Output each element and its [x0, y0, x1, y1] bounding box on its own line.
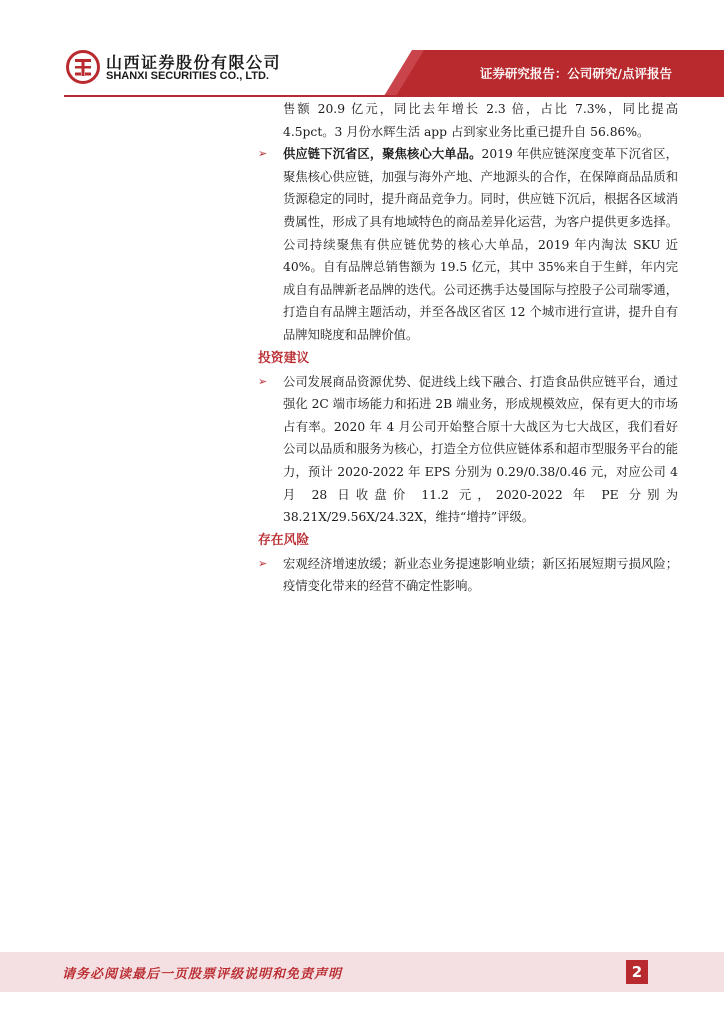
- supply-chain-lead: 供应链下沉省区，聚焦核心大单品。: [283, 146, 482, 162]
- company-name-en: SHANXI SECURITIES CO., LTD.: [106, 70, 269, 82]
- investment-text: 公司发展商品资源优势、促进线上线下融合、打造食品供应链平台，通过强化 2C 端市场能力和拓进 2B 端业务，形成规模效应，保有更大的市场占有率。2020 年 4 月公司开始整合原十大战区为七大战区，我们看好公司以品质和服务为核心，打造全方位供应链体系和超市型服务平台的能力，预计 2020-2022 年 EPS 分别为 0.29/0.38/0.46 元，对应公司 4 月 28 日收盘价 11.2 元，2020-2022 年 PE 分别为 38.21X/29.56X/24.32X，维持“增持”评级。: [283, 374, 678, 525]
- header-divider: [64, 95, 724, 97]
- page-footer: [0, 952, 724, 992]
- shanxi-securities-logo-icon: [66, 50, 100, 84]
- investment-paragraph: [258, 371, 678, 529]
- disclaimer-notice: 请务必阅读最后一页股票评级说明和免责声明: [62, 967, 343, 982]
- page-number: 2: [626, 960, 648, 984]
- risk-text: 宏观经济增速放缓；新业态业务提速影响业绩；新区拓展短期亏损风险；疫情变化带来的经营不确定性影响。: [283, 556, 678, 594]
- supply-chain-text: 2019 年供应链深度变革下沉省区，聚焦核心供应链，加强与海外产地、产地源头的合作，在保障商品品质和货源稳定的同时，提升商品竞争力。同时，供应链下沉后，根据各区域消费属性，形成了具有地域特色的商品差异化运营，为客户提供更多选择。公司持续聚焦有供应链优势的核心大单品，2019 年内淘汰 SKU 近 40%。自有品牌总销售额为 19.5 亿元，其中 35%来自于生鲜，年内完成自有品牌新老品牌的迭代。公司还携手达曼国际与控股子公司瑞零通，打造自有品牌主题活动，并至各战区省区 12 个城市进行宣讲，提升自有品牌知晓度和品牌价值。: [283, 147, 678, 342]
- investment-section-title: 投资建议: [258, 350, 310, 366]
- report-type-label: 证券研究报告：公司研究/点评报告: [479, 66, 672, 81]
- company-name-cn: 山西证券股份有限公司: [106, 53, 282, 72]
- continued-paragraph: 售额 20.9 亿元，同比去年增长 2.3 倍，占比 7.3%，同比提高 4.5pct。3 月份水辉生活 app 占到家业务比重已提升自 56.86%。: [283, 102, 678, 139]
- risk-paragraph: [258, 553, 678, 598]
- page-header: [0, 0, 724, 100]
- bullet-arrow-icon: ➢: [258, 147, 268, 161]
- supply-chain-paragraph: [258, 143, 678, 346]
- risk-section-title: 存在风险: [258, 532, 310, 548]
- bullet-arrow-icon: ➢: [258, 556, 268, 570]
- report-body: [258, 98, 678, 598]
- bullet-arrow-icon: ➢: [258, 374, 268, 388]
